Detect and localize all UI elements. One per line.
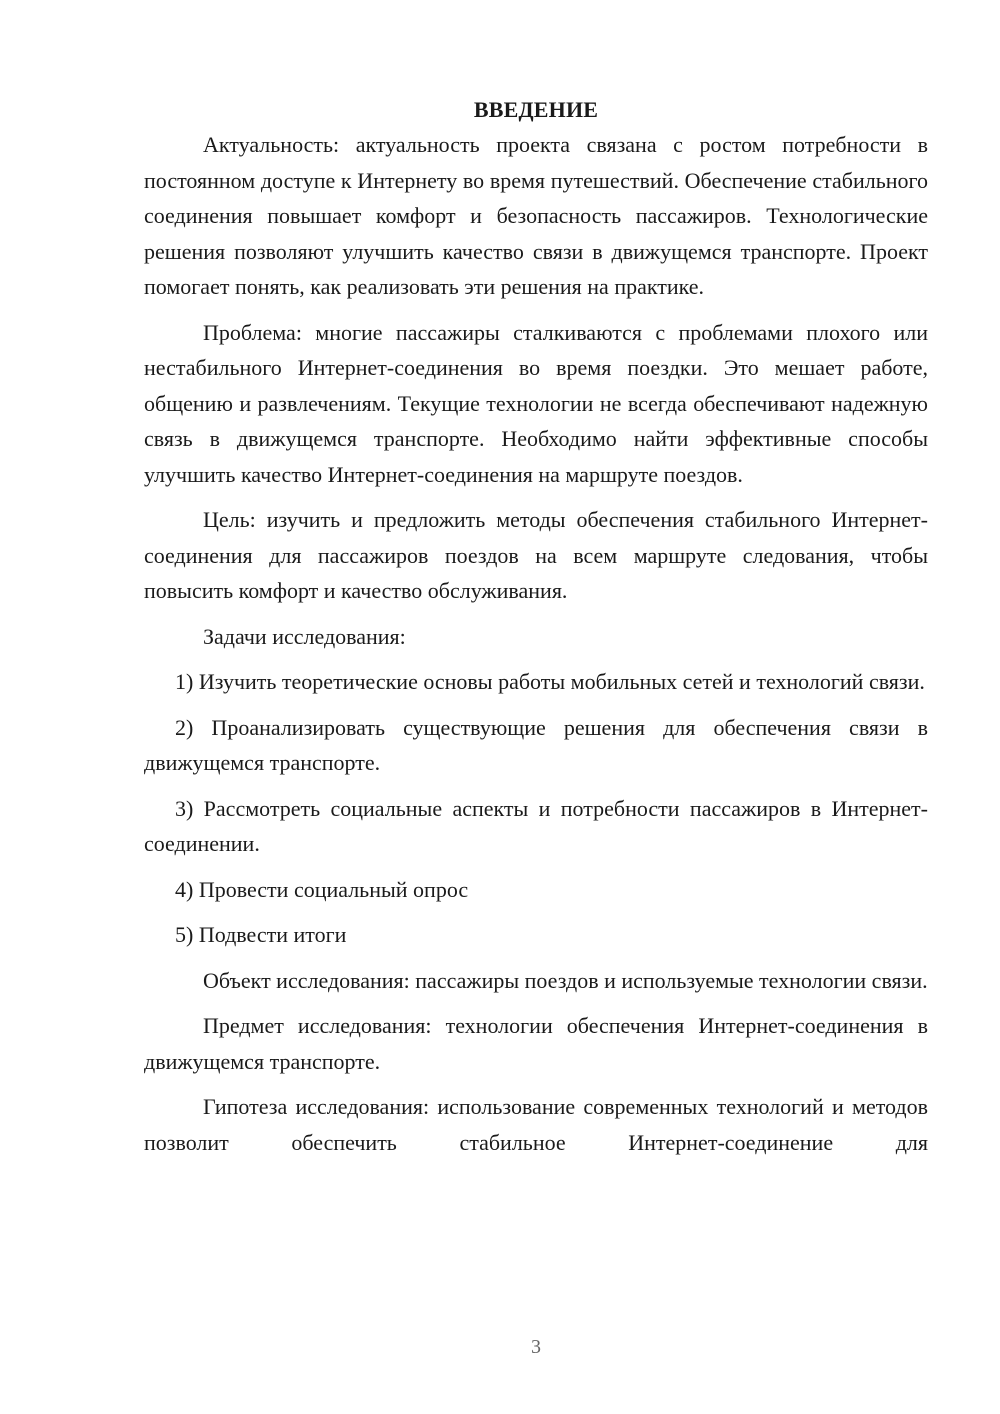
task-item-1: 1) Изучить теоретические основы работы мобильных сетей и технологий связи. [175, 669, 925, 694]
page-number: 3 [531, 1336, 541, 1358]
paragraph-hypothesis: Гипотеза исследования: использование современных технологий и методов позволит обеспечить стабильное Интернет-соединение для [144, 1094, 928, 1155]
paragraph-object: Объект исследования: пассажиры поездов и используемые технологии связи. [203, 967, 928, 993]
paragraph-goal: Цель: изучить и предложить методы обеспечения стабильного Интернет-соединения для пассажиров поездов на всем маршруте следования, чтобы повысить комфорт и качество обслуживания. [144, 507, 928, 603]
task-item-2: 2) Проанализировать существующие решения для обеспечения связи в движущемся транспорте. [144, 714, 928, 775]
section-title: ВВЕДЕНИЕ [473, 97, 599, 122]
paragraph-problem: Проблема: многие пассажиры сталкиваются с проблемами плохого или нестабильного Интернет-соединения во время поездки. Это мешает работе, общению и развлечениям. Текущие технологии не всегда обеспечивают надежную связь в движущемся транспорте. Необходимо найти эффективные способы улучшить качество Интернет-соединения на маршруте поездов. [144, 319, 928, 487]
task-item-4: 4) Провести социальный опрос [175, 876, 469, 902]
paragraph-subject: Предмет исследования: технологии обеспечения Интернет-соединения в движущемся транспорте. [144, 1013, 928, 1074]
task-item-5: 5) Подвести итоги [175, 922, 347, 947]
task-item-3: 3) Рассмотреть социальные аспекты и потребности пассажиров в Интернет-соединении. [144, 795, 928, 856]
paragraph-relevance: Актуальность: актуальность проекта связана с ростом потребности в постоянном доступе к Интернету во время путешествий. Обеспечение стабильного соединения повышает комфорт и безопасность пассажиров. Технологические решения позволяют улучшить качество связи в движущемся транспорте. Проект помогает понять, как реализовать эти решения на практике. [144, 132, 928, 299]
page-content [144, 96, 928, 1170]
paragraph-tasks-heading: Задачи исследования: [203, 623, 406, 649]
